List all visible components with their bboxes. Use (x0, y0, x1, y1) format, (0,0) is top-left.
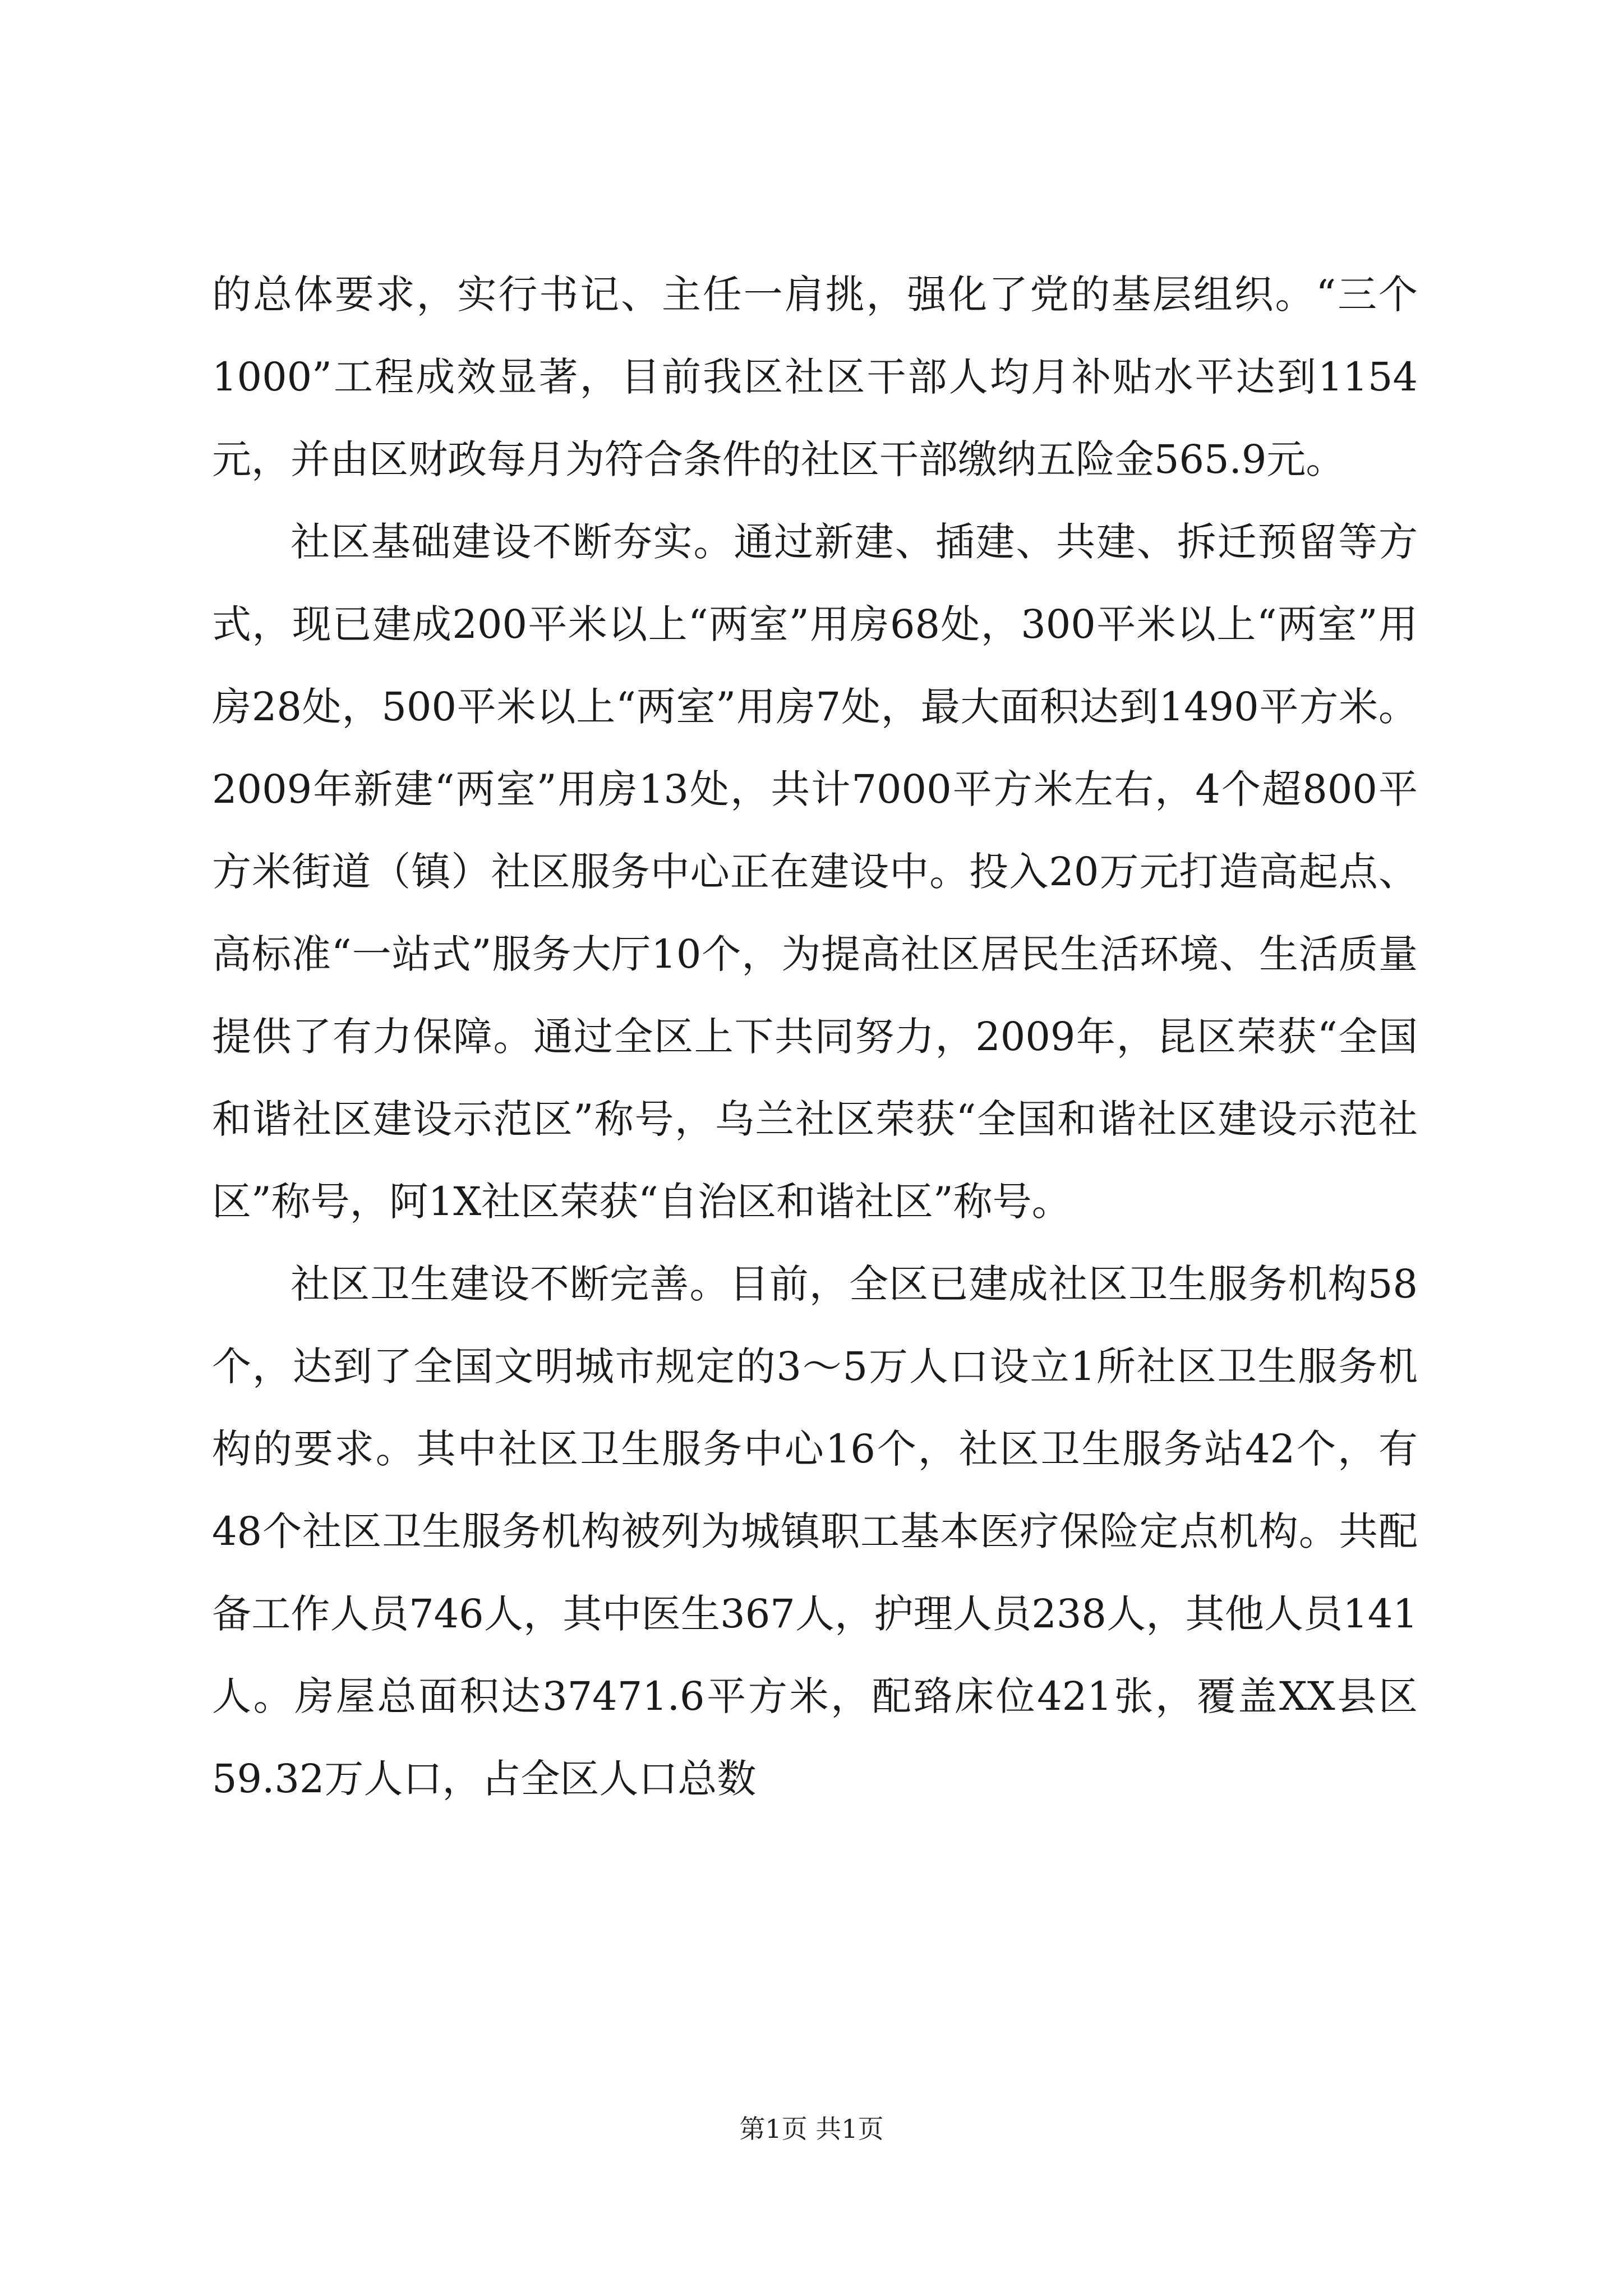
paragraph-party-organization: 的总体要求，实行书记、主任一肩挑，强化了党的基层组织。“三个1000”工程成效显著，目前我区社区干部人均月补贴水平达到1154元，并由区财政每月为符合条件的社区干部缴纳五险金565.9元。 (212, 272, 1418, 482)
page-footer: 第1页 共1页 (739, 2114, 884, 2144)
paragraph-community-infrastructure: 社区基础建设不断夯实。通过新建、插建、共建、拆迁预留等方式，现已建成200平米以上“两室”用房68处，300平米以上“两室”用房28处，500平米以上“两室”用房7处，最大面积达到1490平方米。2009年新建“两室”用房13处，共计7000平方米左右，4个超800平方米街道（镇）社区服务中心正在建设中。投入20万元打造高起点、高标准“一站式”服务大厅10个，为提高社区居民生活环境、生活质量提供了有力保障。通过全区上下共同努力，2009年，昆区荣获“全国和谐社区建设示范区”称号，乌兰社区荣获“全国和谐社区建设示范社区”称号，阿1X社区荣获“自治区和谐社区”称号。 (212, 519, 1418, 1225)
document-body (212, 254, 1418, 1820)
paragraph-community-health: 社区卫生建设不断完善。目前，全区已建成社区卫生服务机构58个，达到了全国文明城市规定的3～5万人口设立1所社区卫生服务机构的要求。其中社区卫生服务中心16个，社区卫生服务站42个，有48个社区卫生服务机构被列为城镇职工基本医疗保险定点机构。共配备工作人员746人，其中医生367人，护理人员238人，其他人员141人。房屋总面积达37471.6平方米，配臵床位421张，覆盖XX县区59.32万人口，占全区人口总数 (212, 1261, 1418, 1802)
